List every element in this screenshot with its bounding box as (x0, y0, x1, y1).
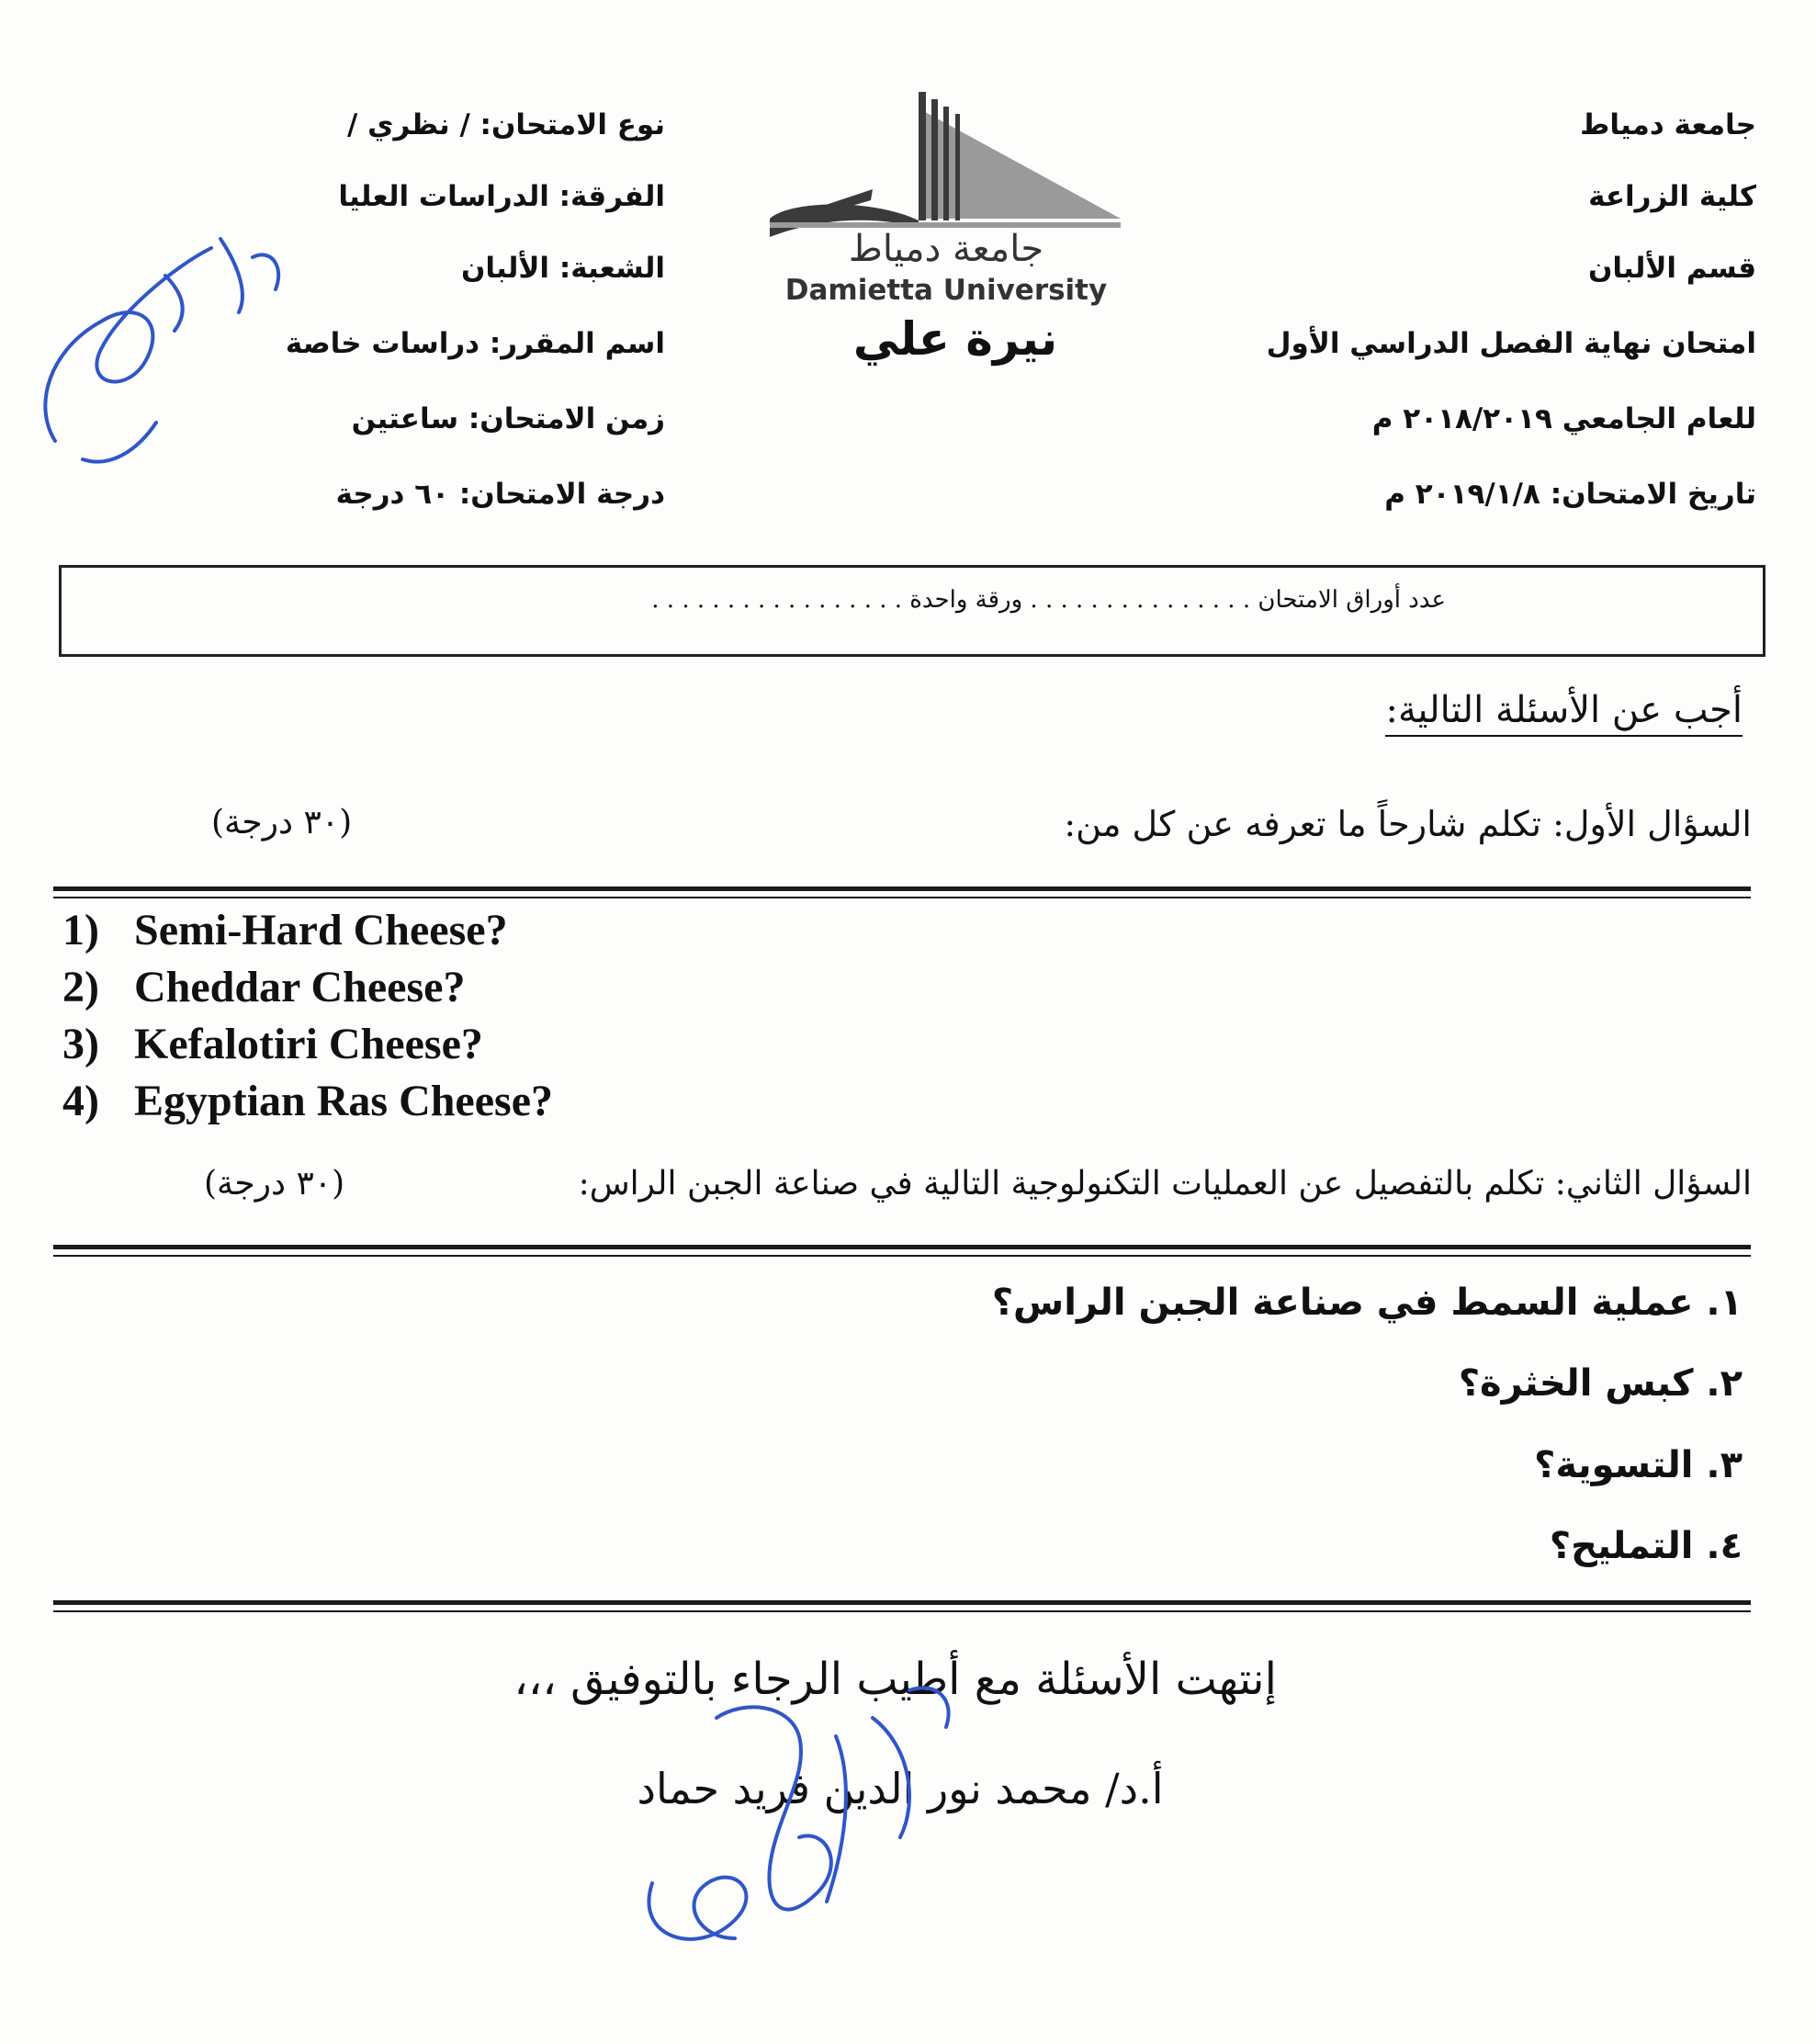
sheets-count-value: ورقة واحدة (909, 586, 1023, 614)
closing-text: إنتهت الأسئلة مع أطيب الرجاء بالتوفيق ،،، (513, 1654, 1277, 1705)
question1-divider (53, 886, 1751, 891)
question2-divider-thin (53, 1255, 1751, 1257)
faculty-name: كلية الزراعة (1588, 180, 1756, 213)
university-name: جامعة دمياط (1580, 108, 1756, 141)
question1-text: السؤال الأول: تكلم شارحاً ما تعرفه عن كل من: (1064, 804, 1752, 844)
question1-divider-thin (53, 897, 1751, 898)
question2-marks: (٣٠ درجة) (204, 1165, 345, 1203)
academic-year: للعام الجامعي ٢٠١٨/٢٠١٩ م (1371, 402, 1756, 435)
exam-year-level: الفرقة: الدراسات العليا (338, 180, 665, 213)
question2-item-4: ٤. التمليح؟ (1549, 1525, 1743, 1567)
question2-text: السؤال الثاني: تكلم بالتفصيل عن العمليات التكنولوجية التالية في صناعة الجبن الراس: (578, 1165, 1752, 1203)
question2-divider (53, 1245, 1751, 1249)
logo-arabic-name: جامعة دمياط (848, 228, 1044, 270)
question1-marks: (٣٠ درجة) (211, 804, 353, 841)
question2-item-1: ١. عملية السمط في صناعة الجبن الراس؟ (991, 1282, 1743, 1324)
question2-item-2: ٢. كبس الخثرة؟ (1458, 1362, 1743, 1405)
handwritten-signature-bottom-icon (597, 1663, 1038, 1957)
exam-type: نوع الامتحان: / نظري / (347, 108, 665, 141)
closing-divider (53, 1600, 1751, 1605)
department-name: قسم الألبان (1587, 252, 1756, 285)
signatory-name: أ.د/ محمد نور الدين فريد حماد (637, 1764, 1164, 1813)
university-logo (762, 90, 1130, 311)
instructions: أجب عن الأسئلة التالية: (1385, 689, 1743, 737)
exam-duration: زمن الامتحان: ساعتين (351, 402, 665, 435)
exam-title: امتحان نهاية الفصل الدراسي الأول (1266, 327, 1756, 360)
handwritten-signature-top-icon (28, 211, 303, 487)
sheets-count-label: عدد أوراق الامتحان (1258, 586, 1446, 614)
closing-divider-thin (53, 1610, 1751, 1612)
exam-date: تاريخ الامتحان: ٢٠١٩/١/٨ م (1384, 478, 1756, 511)
question2-item-3: ٣. التسوية؟ (1534, 1444, 1743, 1486)
sheets-count-box (59, 565, 1765, 657)
student-name: نيرة علي (852, 312, 1058, 366)
sheets-count-line: عدد أوراق الامتحان . . . . . . . . . . . . . . . ورقة واحدة . . . . . . . . . . . . . . . . . (651, 586, 1446, 614)
exam-total-marks: درجة الامتحان: ٦٠ درجة (335, 478, 665, 511)
course-name: اسم المقرر: دراسات خاصة (285, 327, 665, 360)
exam-division: الشعبة: الألبان (460, 252, 665, 285)
logo-english-name: Damietta University (784, 274, 1108, 307)
